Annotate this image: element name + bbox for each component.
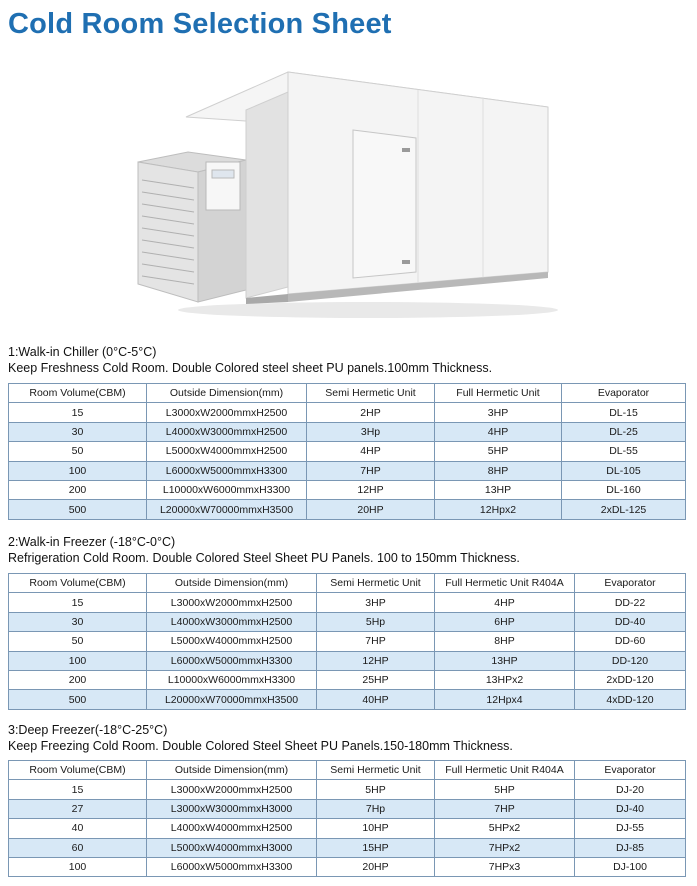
table-cell: 3Hp <box>307 422 435 441</box>
table-cell: L3000xW2000mmxH2500 <box>147 403 307 422</box>
table-row <box>9 442 686 461</box>
section-3-description: Keep Freezing Cold Room. Double Colored Steel Sheet PU Panels.150-180mm Thickness. <box>8 739 513 753</box>
column-header: Outside Dimension(mm) <box>147 574 317 593</box>
table-cell: 200 <box>9 670 147 689</box>
table-cell: DD-120 <box>575 651 686 670</box>
table-cell: L5000xW4000mmxH2500 <box>147 632 317 651</box>
table-cell: 12Hpx4 <box>435 690 575 709</box>
table-cell: L6000xW5000mmxH3300 <box>147 461 307 480</box>
table-cell: DL-15 <box>562 403 686 422</box>
table-cell: 8HP <box>435 461 562 480</box>
table-cell: 15 <box>9 403 147 422</box>
table-cell: DD-60 <box>575 632 686 651</box>
section-1-heading: 1:Walk-in Chiller (0°C-5°C) <box>8 345 157 359</box>
table-cell: DJ-85 <box>575 838 686 857</box>
table-cell: L3000xW2000mmxH2500 <box>147 780 317 799</box>
table-cell: 13HP <box>435 651 575 670</box>
table-cell: 5HP <box>317 780 435 799</box>
section-3-header <box>8 722 513 754</box>
section-1-description: Keep Freshness Cold Room. Double Colored steel sheet PU panels.100mm Thickness. <box>8 361 493 375</box>
table-row <box>9 780 686 799</box>
column-header: Room Volume(CBM) <box>9 574 147 593</box>
table-header-row <box>9 384 686 403</box>
cold-room-photo <box>128 62 558 332</box>
table-cell: 12HP <box>307 480 435 499</box>
table-cell: 7HPx3 <box>435 857 575 876</box>
table-cell: 10HP <box>317 819 435 838</box>
door-handle <box>402 148 410 152</box>
column-header: Full Hermetic Unit R404A <box>435 761 575 780</box>
table-row <box>9 632 686 651</box>
column-header: Semi Hermetic Unit <box>307 384 435 403</box>
table-cell: 3HP <box>317 593 435 612</box>
table-cell: L10000xW6000mmxH3300 <box>147 480 307 499</box>
table-cell: 30 <box>9 612 147 631</box>
table-cell: 7HP <box>317 632 435 651</box>
table-cell: L4000xW3000mmxH2500 <box>147 422 307 441</box>
table-cell: 50 <box>9 442 147 461</box>
table-row <box>9 403 686 422</box>
table-cell: DJ-40 <box>575 799 686 818</box>
table-row <box>9 612 686 631</box>
table-cell: 30 <box>9 422 147 441</box>
table-row <box>9 651 686 670</box>
table-cell: 40HP <box>317 690 435 709</box>
table-cell: 40 <box>9 819 147 838</box>
section-1-header <box>8 344 492 376</box>
table-cell: DL-105 <box>562 461 686 480</box>
table-cell: L5000xW4000mmxH2500 <box>147 442 307 461</box>
control-box <box>206 162 240 210</box>
column-header: Semi Hermetic Unit <box>317 574 435 593</box>
table-row <box>9 819 686 838</box>
table-cell: 4HP <box>435 593 575 612</box>
table-cell: 27 <box>9 799 147 818</box>
table-row <box>9 838 686 857</box>
table-cell: L4000xW4000mmxH2500 <box>147 819 317 838</box>
table-cell: L6000xW5000mmxH3300 <box>147 651 317 670</box>
table-cell: 100 <box>9 461 147 480</box>
table-cell: 3HP <box>435 403 562 422</box>
walk-in-freezer-table <box>8 573 686 710</box>
table-cell: 7Hp <box>317 799 435 818</box>
deep-freezer-table <box>8 760 686 877</box>
door-hinge <box>402 260 410 264</box>
floor-shadow <box>178 302 558 318</box>
table-cell: 15 <box>9 593 147 612</box>
table-row <box>9 461 686 480</box>
table-cell: 6HP <box>435 612 575 631</box>
table-cell: 60 <box>9 838 147 857</box>
table-cell: 13HP <box>435 480 562 499</box>
table-cell: 500 <box>9 500 147 519</box>
table-cell: L20000xW70000mmxH3500 <box>147 690 317 709</box>
table-row <box>9 670 686 689</box>
table-row <box>9 480 686 499</box>
table-cell: 15 <box>9 780 147 799</box>
table-cell: 20HP <box>317 857 435 876</box>
column-header: Evaporator <box>562 384 686 403</box>
cold-room-side <box>246 92 288 298</box>
table-cell: 25HP <box>317 670 435 689</box>
table-cell: L10000xW6000mmxH3300 <box>147 670 317 689</box>
table-cell: L6000xW5000mmxH3300 <box>147 857 317 876</box>
table-row <box>9 690 686 709</box>
column-header: Outside Dimension(mm) <box>147 761 317 780</box>
table-cell: DL-55 <box>562 442 686 461</box>
table-cell: L3000xW3000mmxH3000 <box>147 799 317 818</box>
column-header: Outside Dimension(mm) <box>147 384 307 403</box>
table-cell: 100 <box>9 857 147 876</box>
table-cell: 5HP <box>435 442 562 461</box>
table-row <box>9 857 686 876</box>
table-cell: 4xDD-120 <box>575 690 686 709</box>
table-cell: 7HP <box>435 799 575 818</box>
table-cell: 2xDD-120 <box>575 670 686 689</box>
table-cell: DL-160 <box>562 480 686 499</box>
table-header-row <box>9 574 686 593</box>
section-2-header <box>8 534 520 566</box>
table-cell: 50 <box>9 632 147 651</box>
control-box-display <box>212 170 234 178</box>
table-cell: 4HP <box>435 422 562 441</box>
table-cell: 7HP <box>307 461 435 480</box>
table-cell: 100 <box>9 651 147 670</box>
table-cell: 7HPx2 <box>435 838 575 857</box>
column-header: Evaporator <box>575 574 686 593</box>
table-cell: L20000xW70000mmxH3500 <box>147 500 307 519</box>
table-row <box>9 500 686 519</box>
table-cell: 500 <box>9 690 147 709</box>
table-cell: 2HP <box>307 403 435 422</box>
table-cell: L3000xW2000mmxH2500 <box>147 593 317 612</box>
table-cell: DJ-100 <box>575 857 686 876</box>
table-header-row <box>9 761 686 780</box>
table-cell: DL-25 <box>562 422 686 441</box>
table-cell: 200 <box>9 480 147 499</box>
table-cell: DD-22 <box>575 593 686 612</box>
column-header: Evaporator <box>575 761 686 780</box>
table-cell: 4HP <box>307 442 435 461</box>
table-cell: 5HP <box>435 780 575 799</box>
table-cell: 15HP <box>317 838 435 857</box>
table-row <box>9 799 686 818</box>
table-cell: DJ-55 <box>575 819 686 838</box>
table-cell: L4000xW3000mmxH2500 <box>147 612 317 631</box>
table-cell: 13HPx2 <box>435 670 575 689</box>
table-cell: 5Hp <box>317 612 435 631</box>
column-header: Full Hermetic Unit <box>435 384 562 403</box>
table-cell: DD-40 <box>575 612 686 631</box>
walk-in-chiller-table <box>8 383 686 520</box>
table-cell: 20HP <box>307 500 435 519</box>
door <box>353 130 416 278</box>
table-cell: 8HP <box>435 632 575 651</box>
column-header: Room Volume(CBM) <box>9 384 147 403</box>
column-header: Room Volume(CBM) <box>9 761 147 780</box>
table-cell: 12HP <box>317 651 435 670</box>
table-cell: DJ-20 <box>575 780 686 799</box>
table-row <box>9 593 686 612</box>
section-2-description: Refrigeration Cold Room. Double Colored Steel Sheet PU Panels. 100 to 150mm Thickness. <box>8 551 520 565</box>
page-title: Cold Room Selection Sheet <box>8 8 392 40</box>
section-3-heading: 3:Deep Freezer(-18°C-25°C) <box>8 723 168 737</box>
table-row <box>9 422 686 441</box>
table-cell: 12Hpx2 <box>435 500 562 519</box>
table-cell: L5000xW4000mmxH3000 <box>147 838 317 857</box>
table-cell: 5HPx2 <box>435 819 575 838</box>
section-2-heading: 2:Walk-in Freezer (-18°C-0°C) <box>8 535 176 549</box>
column-header: Full Hermetic Unit R404A <box>435 574 575 593</box>
table-cell: 2xDL-125 <box>562 500 686 519</box>
column-header: Semi Hermetic Unit <box>317 761 435 780</box>
